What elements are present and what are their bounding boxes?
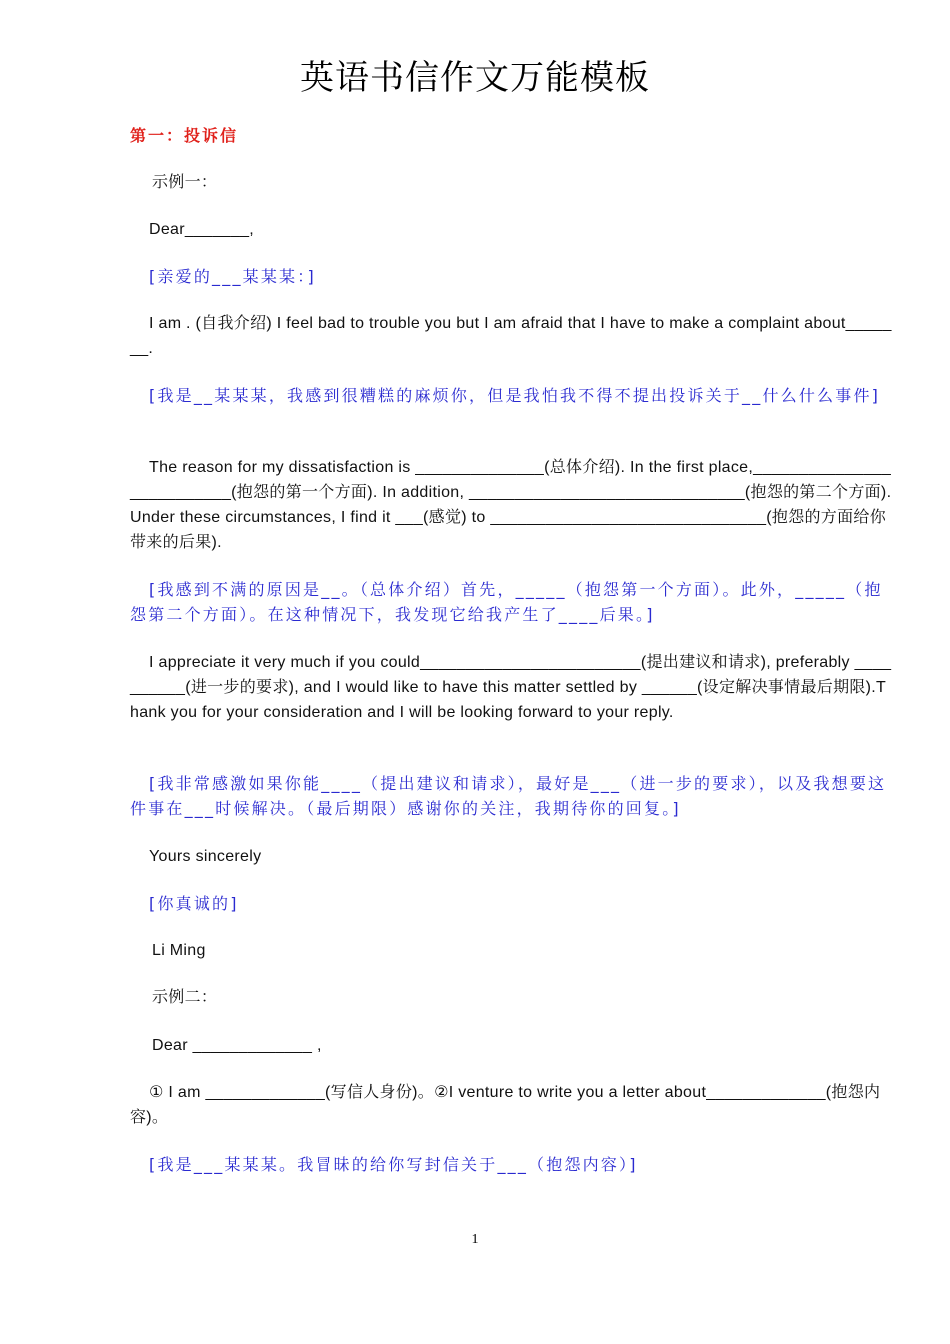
example1-paragraph3: I appreciate it very much if you could________________________(提出建议和请求), preferably __________(进一步的要求), and I would like to have this matter settled by ______(设定解决事情最后期限).Thank you for your consideration and I will be looking forward to your reply. xyxy=(130,654,892,721)
example2-paragraph1-translation: [我是___某某某。我冒昧的给你写封信关于___（抱怨内容）] xyxy=(149,1155,638,1174)
example1-paragraph1: I am . (自我介绍) I feel bad to trouble you but I am afraid that I have to make a complaint about_______. xyxy=(130,315,892,357)
example2-greeting: Dear _____________ , xyxy=(152,1037,322,1054)
example1-label: 示例一： xyxy=(152,174,218,191)
example2-label: 示例二： xyxy=(152,989,218,1006)
example1-signature: Li Ming xyxy=(152,942,206,959)
example1-greeting: Dear_______, xyxy=(149,221,255,238)
example1-paragraph3-translation: [我非常感激如果你能____（提出建议和请求），最好是___（进一步的要求），以及我想要这件事在___时候解决。（最后期限）感谢你的关注，我期待你的回复。] xyxy=(130,774,887,818)
example1-paragraph2: The reason for my dissatisfaction is ______________(总体介绍). In the first place,__________________________(抱怨的第一个方面). In addition, ______________________________(抱怨的第二个方面). Under these circumstances, I find it ___(感觉) to ______________________________(抱怨的方面给你带来的后果). xyxy=(130,459,892,551)
example1-closing-translation: [你真诚的] xyxy=(149,894,239,913)
example1-paragraph1-translation: [我是__某某某，我感到很糟糕的麻烦你，但是我怕我不得不提出投诉关于__什么什么事件] xyxy=(149,386,881,405)
document-title: 英语书信作文万能模板 xyxy=(300,58,650,98)
example1-greeting-translation: [亲爱的___某某某：] xyxy=(149,267,316,286)
example2-paragraph1: ① I am _____________(写信人身份)。②I venture to write you a letter about_____________(抱怨内容)。 xyxy=(130,1084,881,1126)
section-heading-complaint-letter: 第一：投诉信 xyxy=(130,126,239,145)
page-number: 1 xyxy=(471,1232,479,1247)
example1-paragraph2-translation: [我感到不满的原因是__。（总体介绍）首先，_____（抱怨第一个方面）。此外，_____（抱怨第二个方面）。在这种情况下，我发现它给我产生了____后果。] xyxy=(130,580,883,624)
example1-closing: Yours sincerely xyxy=(149,848,262,865)
